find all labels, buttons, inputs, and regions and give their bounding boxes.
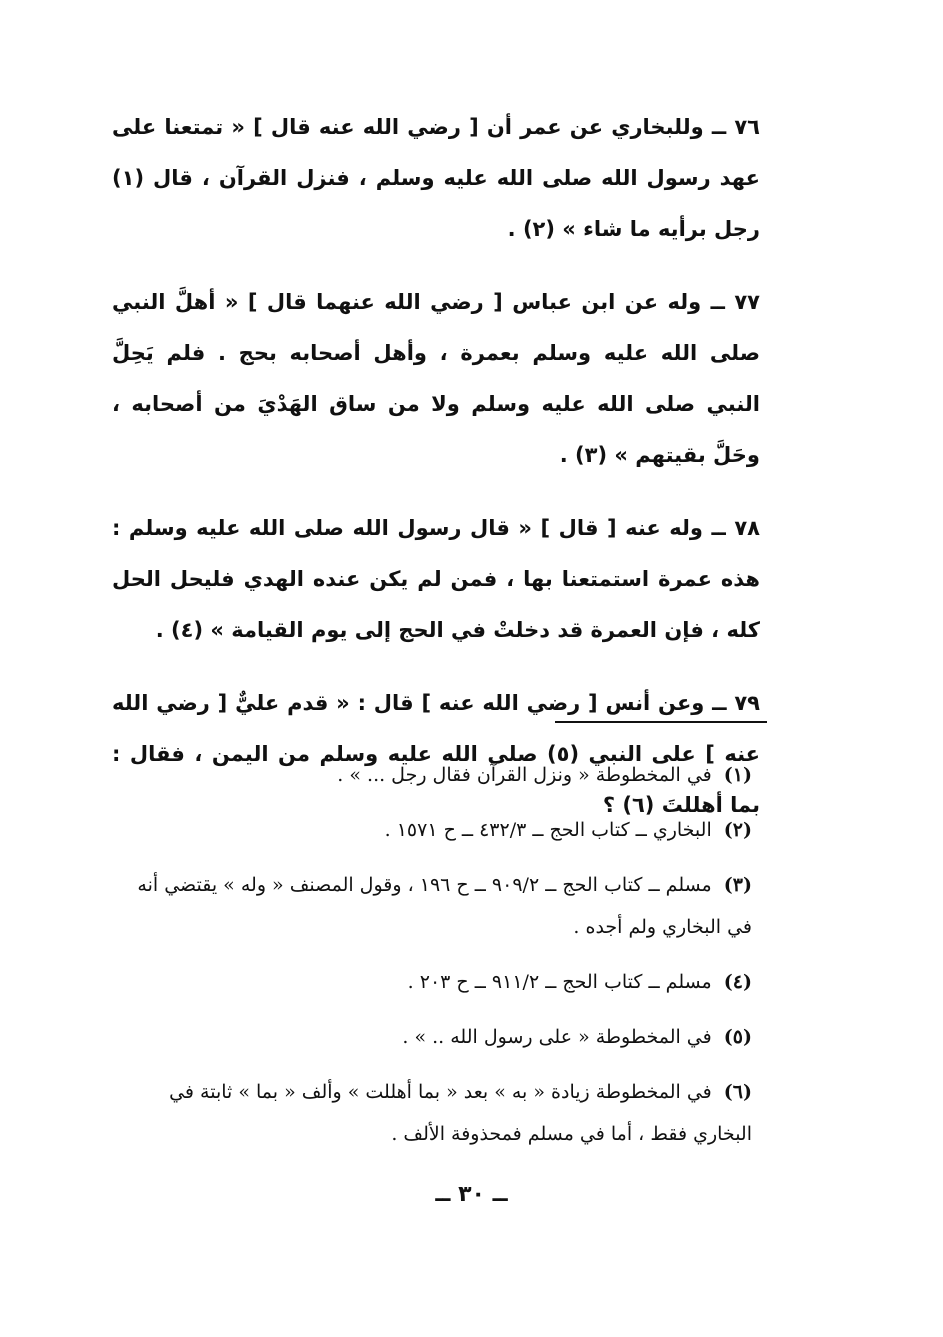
footnote-separator [555, 721, 767, 723]
hadith-77-paragraph: ٧٧ ــ وله عن ابن عباس [ رضي الله عنهما قال ] « أهلَّ النبي صلى الله عليه وسلم بعمرة ، وأهل أصحابه بحج . فلم يَحِلَّ النبي صلى الله عليه وسلم ولا من ساق الهَدْيَ من أصحابه ، وحَلَّ بقيتهم » (٣) . [112, 290, 760, 467]
footnote-5 [112, 1016, 752, 1058]
footnotes-section [112, 754, 752, 1168]
footnote-4 [112, 961, 752, 1003]
footnote-text: مسلم ــ كتاب الحج ــ ٩١١/٢ ــ ح ٢٠٣ . [407, 971, 712, 993]
footnote-text: مسلم ــ كتاب الحج ــ ٩٠٩/٢ ــ ح ١٩٦ ، وقول المصنف « وله » يقتضي أنه في البخاري ولم أجده . [137, 874, 752, 938]
footnote-number: (٢) [723, 819, 752, 841]
hadith-79-paragraph: ٧٩ ــ وعن أنس [ رضي الله عنه ] قال : « قدم عليٌّ [ رضي الله عنه ] على النبي (٥) صلى الله عليه وسلم من اليمن ، فقال : بما أهللتَ (٦) ؟ [112, 691, 760, 817]
footnote-number: (٣) [723, 874, 752, 896]
footnote-3 [112, 864, 752, 948]
footnote-number: (٦) [723, 1081, 752, 1103]
footnote-1 [112, 754, 752, 796]
hadith-76-paragraph: ٧٦ ــ وللبخاري عن عمر أن [ رضي الله عنه قال ] « تمتعنا على عهد رسول الله صلى الله عليه وسلم ، فنزل القرآن ، قال (١) رجل برأيه ما شاء » (٢) . [112, 115, 760, 241]
footnote-6 [112, 1071, 752, 1155]
footnote-text: في المخطوطة زيادة « به » بعد « بما أهللت » وألف « بما » ثابتة في البخاري فقط ، أما في مسلم فمحذوفة الألف . [169, 1081, 752, 1145]
page-number: ــ ٣٠ ــ [435, 1182, 508, 1207]
footnote-2 [112, 809, 752, 851]
footnote-text: في المخطوطة « ونزل القرآن فقال رجل ... » . [337, 764, 712, 786]
hadith-78-paragraph: ٧٨ ــ وله عنه [ قال ] « قال رسول الله صلى الله عليه وسلم : هذه عمرة استمتعنا بها ، فمن لم يكن عنده الهدي فليحل الحل كله ، فإن العمرة قد دخلتْ في الحج إلى يوم القيامة » (٤) . [112, 516, 760, 642]
footnote-number: (٥) [723, 1026, 752, 1048]
footnote-text: في المخطوطة « على رسول الله .. » . [402, 1026, 712, 1048]
footnote-number: (١) [723, 764, 752, 786]
main-text-body [112, 102, 760, 853]
footnote-number: (٤) [723, 971, 752, 993]
footnote-text: البخاري ــ كتاب الحج ــ ٤٣٢/٣ ــ ح ١٥٧١ . [384, 819, 712, 841]
